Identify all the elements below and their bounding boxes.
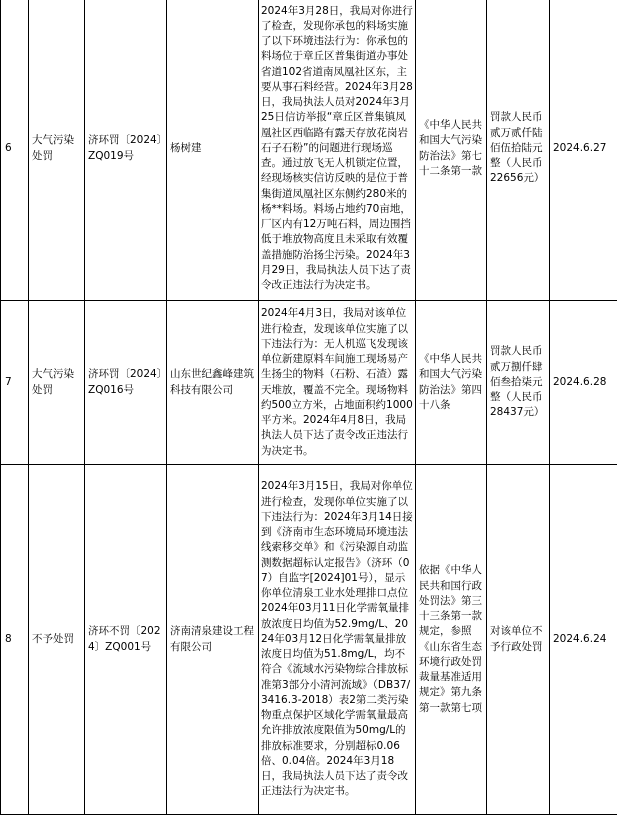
violation-facts: 2024年3月28日，我局对你进行了检查，发现你承包的料场实施了以下环境违法行为：你承包的料场位于章丘区普集街道办事处省道102省道南凤凰社区东，主要从事石料经营。2024年3月28日，我局执法人员对2024年3月25日信访举报“章丘区普集镇凤凰社区西临路有露天存放花岗岩石子石粉”的问题进行现场巡查。通过放飞无人机锁定位置，经现场核实信访反映的是位于普集街道凤凰社区东侧约280米的杨**料场。料场占地约70亩地，厂区内有12万吨石料，周边围挡低于堆放物高度且未采取有效覆盖措施防治扬尘污染。2024年3月29日，我局执法人员下达了责令改正违法行为决定书。 — [259, 0, 416, 301]
decision-date: 2024.6.27 — [550, 0, 617, 301]
document-number: 济环不罚〔2024〕ZQ001号 — [85, 465, 167, 815]
decision-date: 2024.6.24 — [550, 465, 617, 815]
case-type: 大气污染处罚 — [29, 0, 85, 301]
table-row — [1, 465, 617, 815]
document-number: 济环罚〔2024〕ZQ019号 — [85, 0, 167, 301]
party-name: 杨树建 — [167, 0, 259, 301]
penalty-result: 罚款人民币贰万捌仟肆佰叁拾柒元整（人民币28437元） — [487, 301, 550, 465]
table-row — [1, 301, 617, 465]
case-type: 大气污染处罚 — [29, 301, 85, 465]
legal-basis: 《中华人民共和国大气污染防治法》第四十八条 — [416, 301, 487, 465]
row-number: 8 — [1, 465, 29, 815]
decision-date: 2024.6.28 — [550, 301, 617, 465]
penalty-result: 罚款人民币贰万贰仟陆佰伍拾陆元整（人民币22656元） — [487, 0, 550, 301]
document-number: 济环罚〔2024〕ZQ016号 — [85, 301, 167, 465]
row-number: 7 — [1, 301, 29, 465]
party-name: 山东世纪鑫峰建筑科技有限公司 — [167, 301, 259, 465]
violation-facts: 2024年4月3日，我局对该单位进行检查，发现该单位实施了以下违法行为：无人机巡飞发现该单位新建原料车间施工现场易产生扬尘的物料（石粉、石渣）露天堆放，覆盖不完全。现场物料约500立方米，占地面积约1000平方米。2024年4月8日，我局执法人员下达了责令改正违法行为决定书。 — [259, 301, 416, 465]
table-row — [1, 0, 617, 301]
case-type: 不予处罚 — [29, 465, 85, 815]
party-name: 济南清泉建设工程有限公司 — [167, 465, 259, 815]
row-number: 6 — [1, 0, 29, 301]
legal-basis: 依据《中华人民共和国行政处罚法》第三十三条第一款规定，参照《山东省生态环境行政处罚裁量基准适用规定》第九条第一款第七项 — [416, 465, 487, 815]
penalty-result: 对该单位不予行政处罚 — [487, 465, 550, 815]
violation-facts: 2024年3月15日，我局对你单位进行检查，发现你单位实施了以下违法行为：2024年3月14日接到《济南市生态环境局环境违法线索移交单》和《污染源自动监测数据超标认定报告》（济环（07）自监字[2024]01号），显示你单位清泉工业水处理排口点位2024年03月11日化学需氧量排放浓度日均值为52.9mg/L、2024年03月12日化学需氧量排放浓度日均值为51.8mg/L，均不符合《流域水污染物综合排放标准第3部分小清河流域》（DB37/3416.3-2018）表2第二类污染物重点保护区域化学需氧量最高允许排放浓度限值为50mg/L的排放标准要求，分别超标0.06倍、0.04倍。2024年3月18日，我局执法人员下达了责令改正违法行为决定书。 — [259, 465, 416, 815]
legal-basis: 《中华人民共和国大气污染防治法》第七十二条第一款 — [416, 0, 487, 301]
